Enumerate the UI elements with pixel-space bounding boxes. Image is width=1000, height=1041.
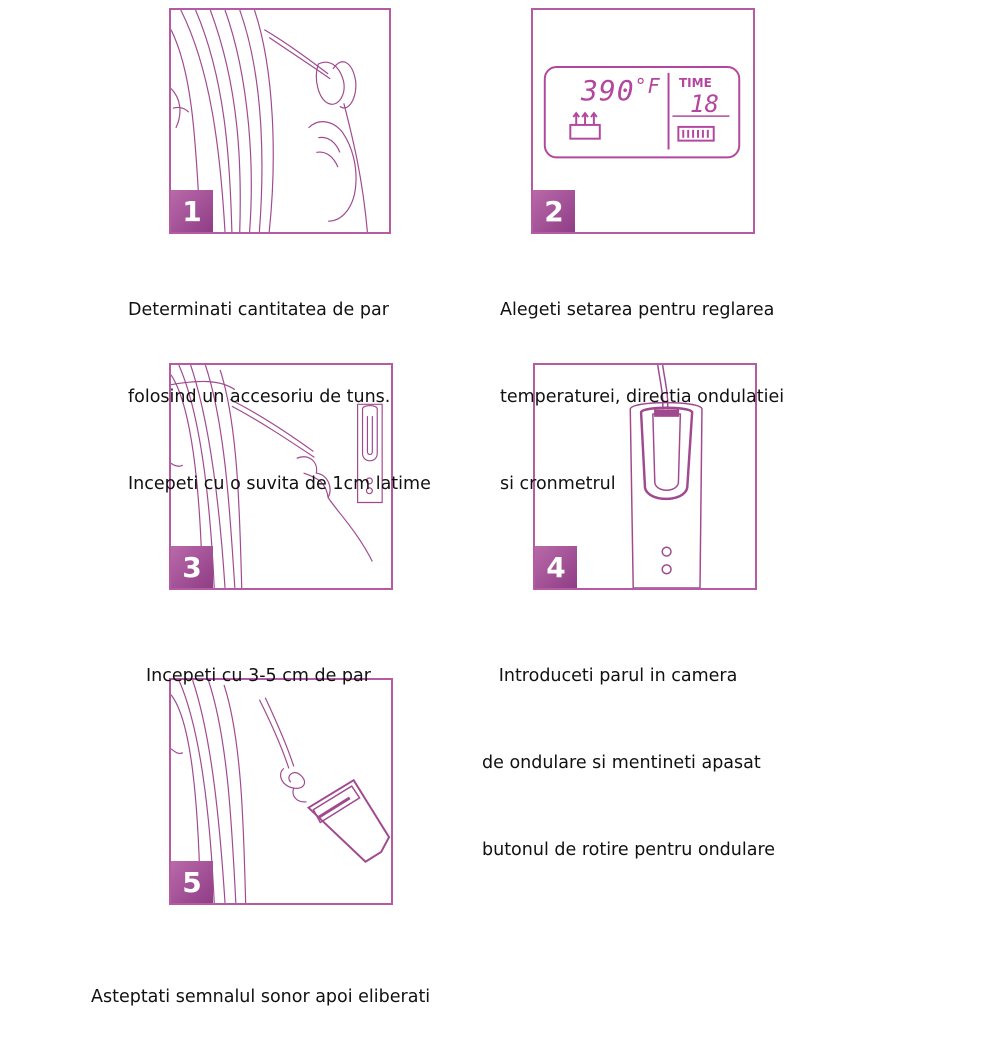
- step-number-badge: 5: [171, 861, 213, 903]
- caption-line: si cronmetrul: [500, 474, 616, 494]
- step-1-caption: [128, 238, 431, 528]
- temperature-unit: °F: [634, 74, 661, 98]
- step-number-badge: 1: [171, 190, 213, 232]
- step-1-illustration: [169, 8, 391, 234]
- caption-line: Introduceti parul in camera: [482, 666, 738, 686]
- time-label: TIME: [679, 76, 712, 90]
- caption-line: de ondulare si mentineti apasat: [482, 753, 761, 773]
- caption-line: Asteptati semnalul sonor apoi eliberati: [91, 987, 431, 1007]
- heat-icon: [570, 125, 599, 139]
- caption-line: temperaturei, directia ondulatiei: [500, 387, 785, 407]
- step-number-badge: 2: [533, 190, 575, 232]
- temperature-value: 390: [581, 74, 635, 107]
- step-2-caption: [500, 238, 784, 528]
- step-3-caption: [146, 604, 371, 720]
- caption-line: Incepeti cu 3-5 cm de par: [146, 666, 371, 686]
- step-number-badge: 3: [171, 546, 213, 588]
- step-4-caption: [482, 604, 775, 894]
- step-number-badge: 4: [535, 546, 577, 588]
- caption-line: Determinati cantitatea de par: [128, 300, 389, 320]
- step-5-caption: [91, 925, 430, 1041]
- caption-line: butonul de rotire pentru ondulare: [482, 840, 776, 860]
- step-2-illustration: [531, 8, 755, 234]
- time-value: 18: [690, 90, 719, 118]
- caption-line: folosind un accesoriu de tuns.: [128, 387, 391, 407]
- caption-line: Alegeti setarea pentru reglarea: [500, 300, 775, 320]
- caption-line: Incepeti cu o suvita de 1cm latime: [128, 474, 431, 494]
